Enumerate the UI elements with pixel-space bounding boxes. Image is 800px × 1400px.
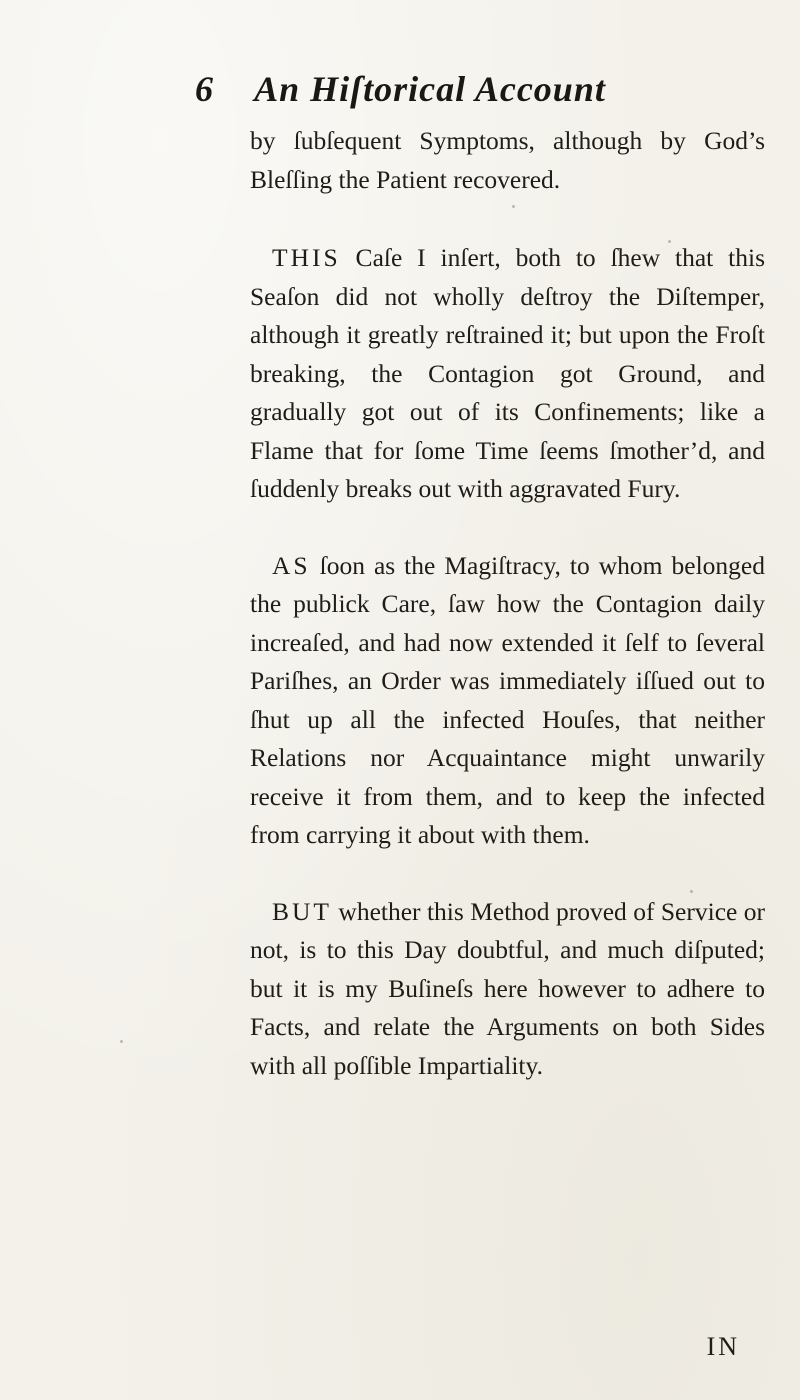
paragraph-lead-word: BUT bbox=[272, 896, 332, 926]
paper-speck bbox=[120, 1040, 123, 1043]
body-text bbox=[250, 122, 765, 1123]
paragraph-text: ſoon as the Magiſtracy, to whom belonged the publick Care, ſaw how the Contagion daily increaſed, and had now extended it ſelf to ſeveral Pariſhes, an Order was immediately iſſued out to ſhut up all the infected Houſes, that neither Relations nor Acquaintance might unwarily receive it from them, and to keep the infected from carrying it about with them. bbox=[250, 550, 765, 849]
paragraph-lead-word: AS bbox=[272, 550, 311, 580]
paper-speck bbox=[690, 890, 693, 893]
paragraph-text: Caſe I inſert, both to ſhew that this Seaſon did not wholly deſtroy the Diſtemper, although it greatly reſtrained it; but upon the Froſt breaking, the Contagion got Ground, and gradually got out of its Confinements; like a Flame that for ſome Time ſeems ſmother’d, and ſuddenly breaks out with aggravated Fury. bbox=[250, 243, 765, 503]
running-title: An Hiſtorical Account bbox=[254, 69, 606, 109]
paragraph-text: by ſubſequent Symptoms, although by God’s Bleſſing the Patient recovered. bbox=[250, 126, 765, 194]
paragraph bbox=[250, 893, 765, 1086]
paragraph-lead-word: THIS bbox=[272, 243, 341, 272]
page-number: 6 bbox=[195, 69, 213, 109]
paragraph-text: whether this Method proved of Service or not, is to this Day doubtful, and much diſputed; but it is my Buſineſs here however to adhere to Facts, and relate the Arguments on both Sides with all poſſible Impartiality. bbox=[250, 896, 765, 1080]
paragraph-continuation bbox=[250, 122, 765, 199]
paper-speck bbox=[668, 240, 671, 243]
paper-speck bbox=[512, 205, 515, 208]
paragraph bbox=[250, 547, 765, 855]
paragraph bbox=[250, 239, 765, 509]
catchword: IN bbox=[706, 1332, 740, 1361]
